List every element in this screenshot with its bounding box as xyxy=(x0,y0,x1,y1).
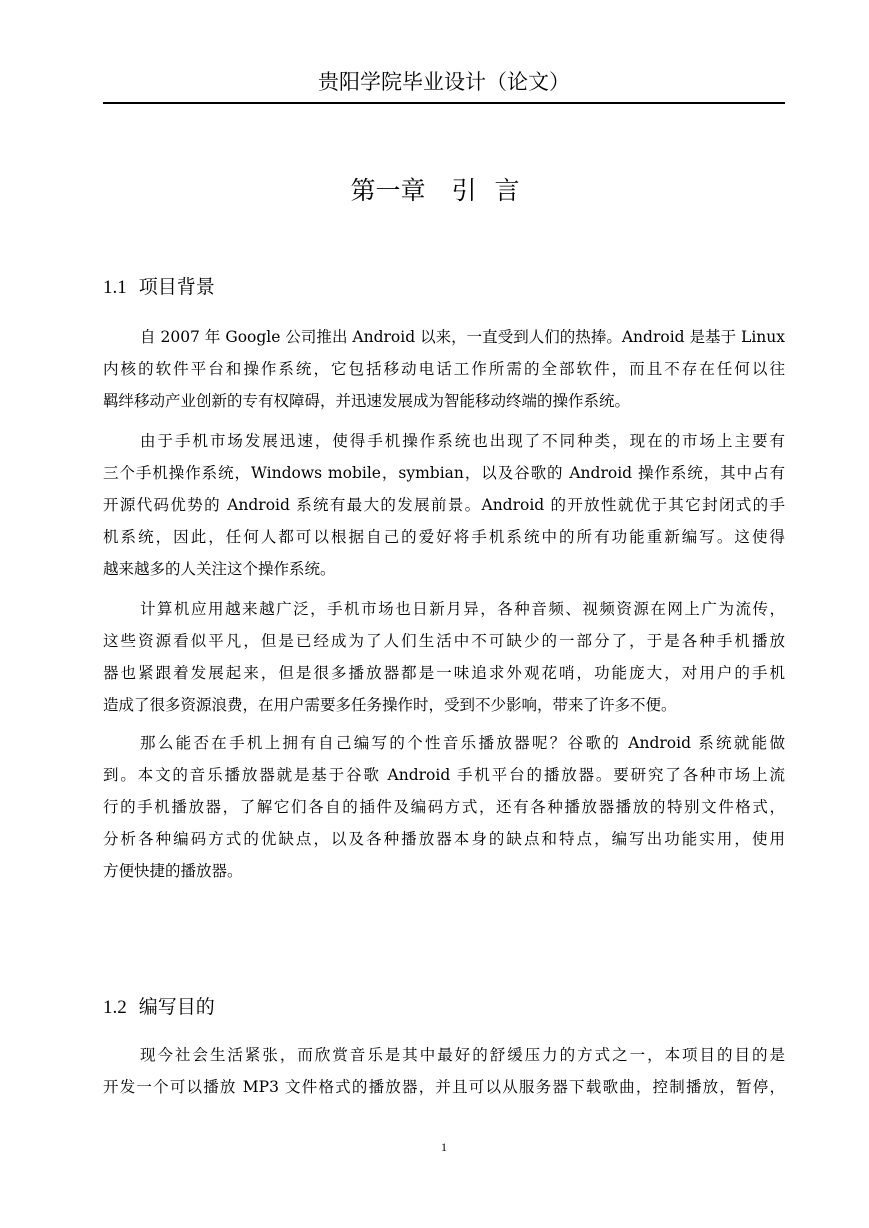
text-line: 分析各种编码方式的优缺点，以及各种播放器本身的缺点和特点，编写出功能实用，使用 xyxy=(103,830,785,848)
section-heading-1-2 xyxy=(103,992,215,1023)
text-line: 现今社会生活紧张，而欣赏音乐是其中最好的舒缓压力的方式之一，本项目的目的是 xyxy=(140,1046,785,1064)
section-title: 项目背景 xyxy=(138,276,215,298)
text-line: 这些资源看似平凡，但是已经成为了人们生活中不可缺少的一部分了，于是各种手机播放 xyxy=(103,632,785,650)
text-line: 内核的软件平台和操作系统，它包括移动电话工作所需的全部软件，而且不存在任何以往 xyxy=(103,360,785,378)
paragraph xyxy=(103,727,785,887)
text-line: 越来越多的人关注这个操作系统。 xyxy=(103,560,336,578)
paragraph xyxy=(103,425,785,585)
chapter-name: 引言 xyxy=(451,176,538,205)
text-line: 开源代码优势的 Android 系统有最大的发展前景。Android 的开放性就优于其它封闭式的手 xyxy=(103,496,785,514)
text-line: 方便快捷的播放器。 xyxy=(103,862,243,880)
page-number: 1 xyxy=(441,1140,447,1154)
chapter-title xyxy=(103,173,785,209)
text-line: 到。本文的音乐播放器就是基于谷歌 Android 手机平台的播放器。要研究了各种市场上流 xyxy=(103,766,785,784)
section-number: 1.2 xyxy=(103,997,127,1018)
text-line: 羁绊移动产业创新的专有权障碍，并迅速发展成为智能移动终端的操作系统。 xyxy=(103,392,631,410)
text-line: 那么能否在手机上拥有自己编写的个性音乐播放器呢？谷歌的 Android 系统就能做 xyxy=(140,734,785,752)
text-line: 开发一个可以播放 MP3 文件格式的播放器，并且可以从服务器下载歌曲，控制播放，暂停， xyxy=(103,1078,785,1096)
paragraph xyxy=(103,1039,785,1103)
page-header xyxy=(103,62,785,104)
paragraph xyxy=(103,321,785,417)
text-line: 自 2007 年 Google 公司推出 Android 以来，一直受到人们的热捧。Android 是基于 Linux xyxy=(140,328,785,346)
text-line: 由于手机市场发展迅速，使得手机操作系统也出现了不同种类，现在的市场上主要有 xyxy=(140,432,785,450)
section-title: 编写目的 xyxy=(138,996,215,1018)
text-line: 器也紧跟着发展起来，但是很多播放器都是一味追求外观花哨，功能庞大，对用户的手机 xyxy=(103,664,785,682)
section-heading-1-1 xyxy=(103,272,215,303)
text-line: 机系统，因此，任何人都可以根据自己的爱好将手机系统中的所有功能重新编写。这使得 xyxy=(103,528,785,546)
text-line: 行的手机播放器，了解它们各自的插件及编码方式，还有各种播放器播放的特别文件格式， xyxy=(103,798,785,816)
text-line: 三个手机操作系统，Windows mobile，symbian，以及谷歌的 Android 操作系统，其中占有 xyxy=(103,464,785,482)
text-line: 造成了很多资源浪费，在用户需要多任务操作时，受到不少影响，带来了许多不便。 xyxy=(103,696,677,714)
chapter-number: 第一章 xyxy=(350,176,426,205)
section-number: 1.1 xyxy=(103,277,127,298)
text-line: 计算机应用越来越广泛，手机市场也日新月异，各种音频、视频资源在网上广为流传， xyxy=(140,600,785,618)
header-title: 贵阳学院毕业设计（论文） xyxy=(318,70,570,94)
paragraph xyxy=(103,593,785,721)
